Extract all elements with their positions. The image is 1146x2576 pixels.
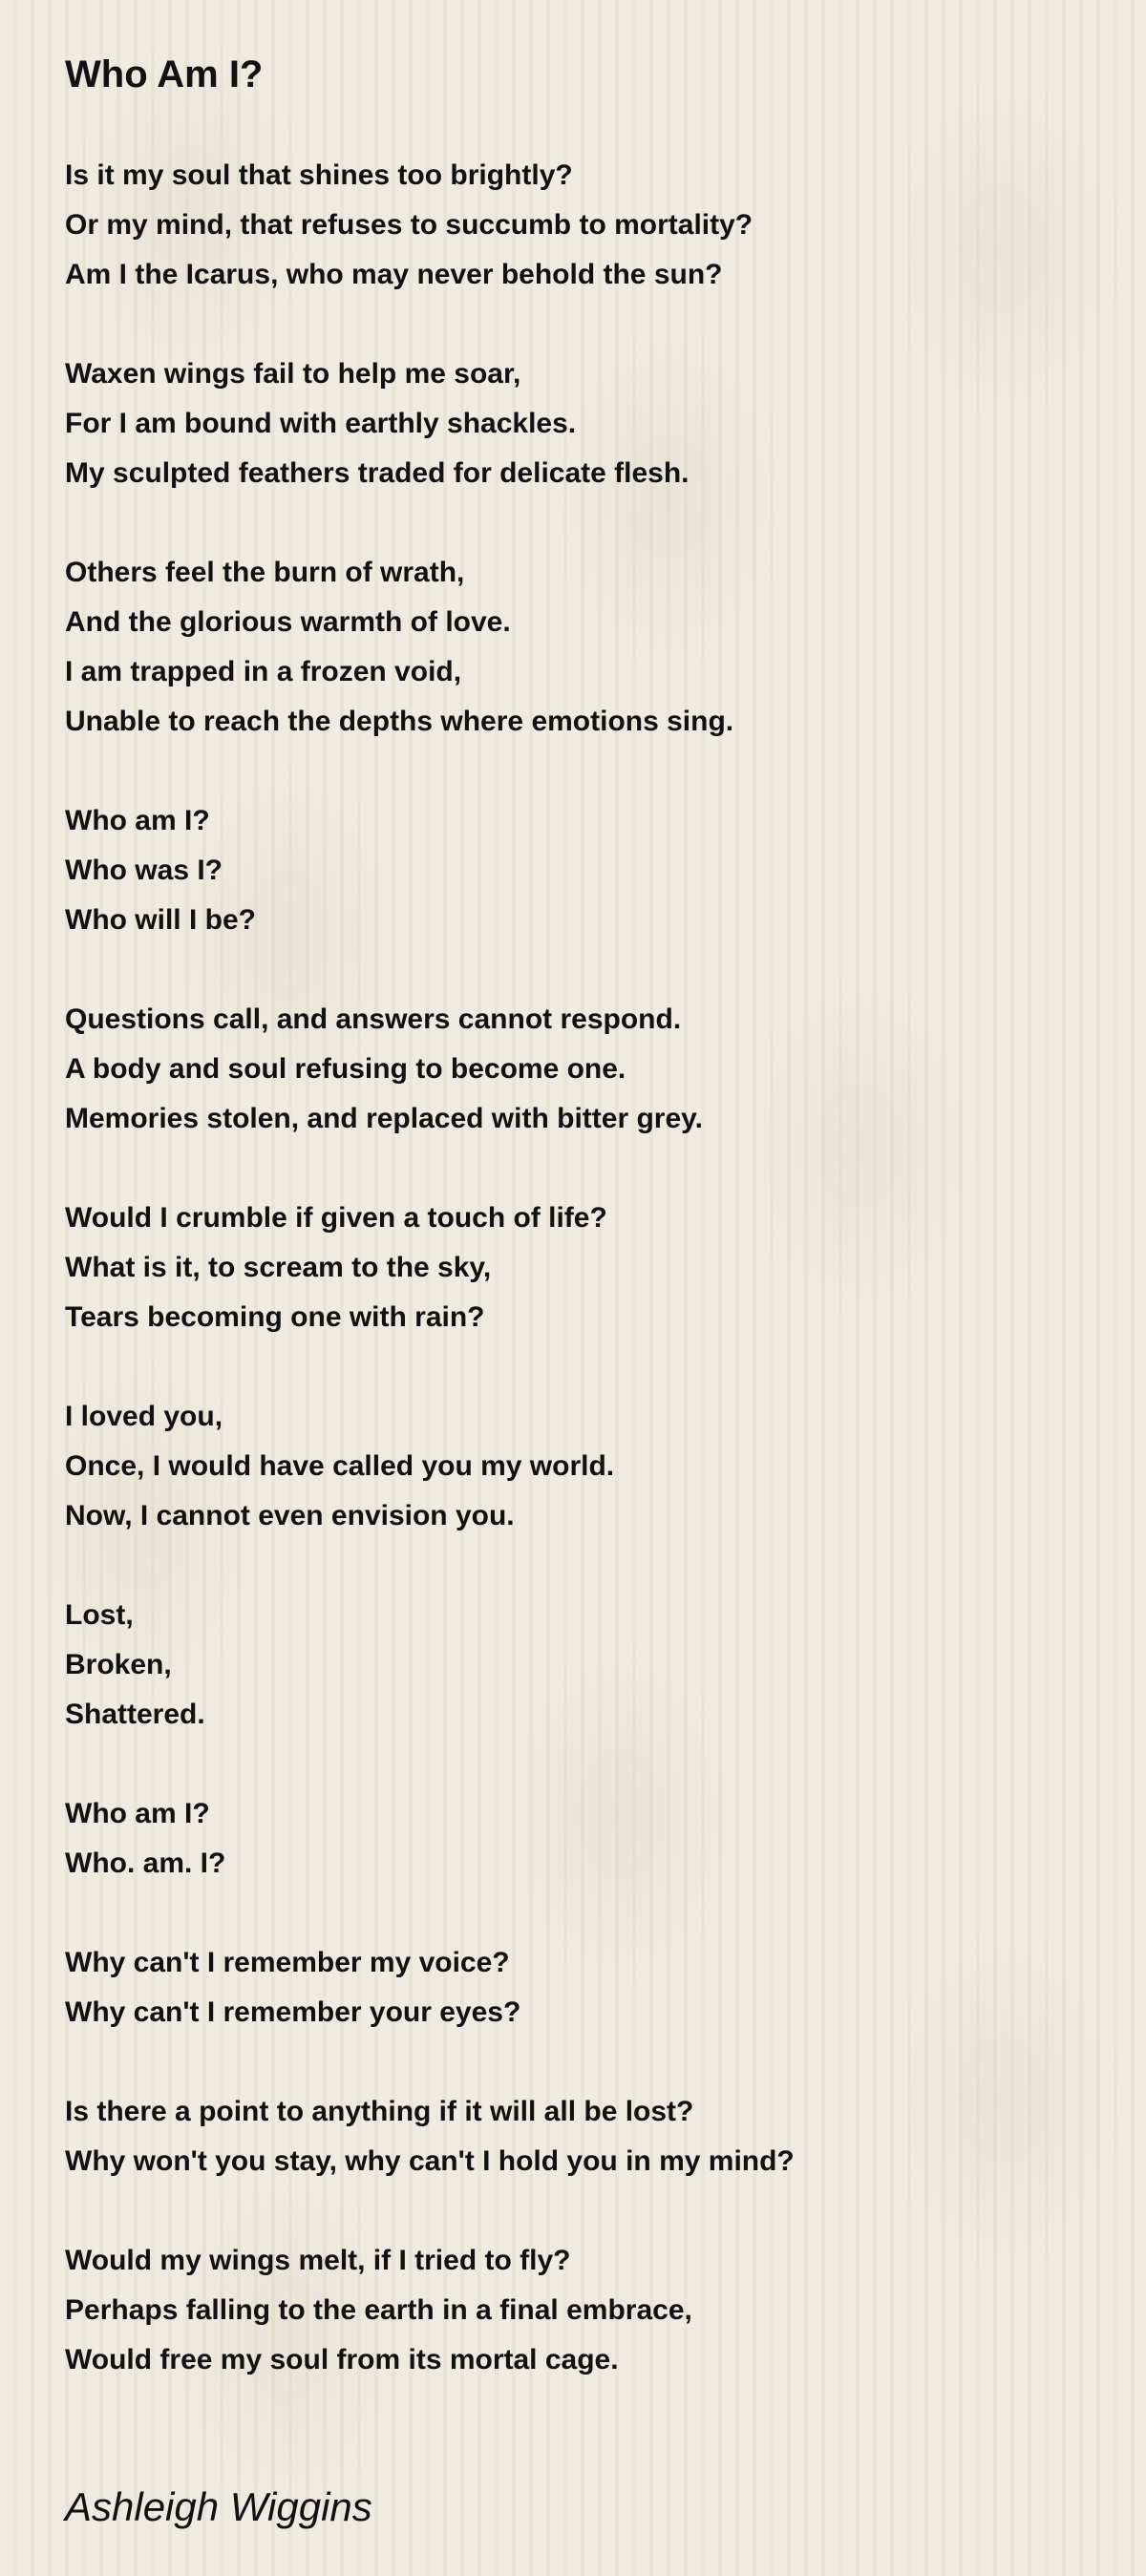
poem-line: Or my mind, that refuses to succumb to mortality? bbox=[65, 209, 753, 241]
poem-line: Lost, bbox=[65, 1599, 134, 1631]
poem-line: My sculpted feathers traded for delicate flesh. bbox=[65, 457, 690, 489]
stanza-10 bbox=[65, 1938, 1096, 2038]
poem-line: Would my wings melt, if I tried to fly? bbox=[65, 2245, 571, 2276]
poem-line: Why can't I remember your eyes? bbox=[65, 1996, 521, 2028]
poem-line: A body and soul refusing to become one. bbox=[65, 1053, 626, 1085]
poem-line: Who will I be? bbox=[65, 904, 256, 936]
stanza-11 bbox=[65, 2087, 1096, 2186]
poem-line: Perhaps falling to the earth in a final embrace, bbox=[65, 2294, 692, 2326]
poem-line: Is there a point to anything if it will all be lost? bbox=[65, 2096, 694, 2127]
poem-line: Memories stolen, and replaced with bitter grey. bbox=[65, 1103, 703, 1134]
poem-title: Who Am I? bbox=[65, 53, 264, 95]
stanza-9 bbox=[65, 1789, 1096, 1889]
poem-line: Would I crumble if given a touch of life? bbox=[65, 1202, 607, 1234]
poem-line: Would free my soul from its mortal cage. bbox=[65, 2344, 619, 2375]
poem-line: Who. am. I? bbox=[65, 1848, 226, 1879]
stanza-1 bbox=[65, 151, 1096, 300]
poem-line: What is it, to scream to the sky, bbox=[65, 1252, 492, 1283]
poem-line: For I am bound with earthly shackles. bbox=[65, 408, 577, 439]
poem-line: Who am I? bbox=[65, 805, 210, 836]
stanza-12 bbox=[65, 2236, 1096, 2385]
poem-author: Ashleigh Wiggins bbox=[65, 2484, 372, 2529]
poem-line: Tears becoming one with rain? bbox=[65, 1301, 485, 1333]
stanza-4 bbox=[65, 796, 1096, 945]
poem-line: Now, I cannot even envision you. bbox=[65, 1500, 515, 1531]
poem-line: Questions call, and answers cannot respond. bbox=[65, 1003, 682, 1035]
stanza-6 bbox=[65, 1193, 1096, 1342]
poem-line: Waxen wings fail to help me soar, bbox=[65, 358, 521, 390]
poem-line: Shattered. bbox=[65, 1699, 205, 1730]
poem-line: Unable to reach the depths where emotions sing. bbox=[65, 706, 734, 737]
stanza-2 bbox=[65, 349, 1096, 498]
poem-line: I loved you, bbox=[65, 1401, 223, 1432]
stanza-8 bbox=[65, 1591, 1096, 1740]
stanza-7 bbox=[65, 1392, 1096, 1541]
stanza-3 bbox=[65, 548, 1096, 747]
poem-line: I am trapped in a frozen void, bbox=[65, 656, 462, 687]
poem-line: Once, I would have called you my world. bbox=[65, 1450, 615, 1482]
poem-body bbox=[65, 151, 1096, 2385]
poem-line: Am I the Icarus, who may never behold the sun? bbox=[65, 259, 723, 290]
stanza-5 bbox=[65, 995, 1096, 1144]
poem-line: Who was I? bbox=[65, 855, 223, 886]
poem-line: And the glorious warmth of love. bbox=[65, 606, 511, 638]
poem-line: Who am I? bbox=[65, 1798, 210, 1829]
poem-line: Is it my soul that shines too brightly? bbox=[65, 159, 573, 191]
poem-line: Broken, bbox=[65, 1649, 172, 1680]
poem-line: Others feel the burn of wrath, bbox=[65, 557, 465, 588]
poem-line: Why won't you stay, why can't I hold you in my mind? bbox=[65, 2145, 795, 2177]
poem-line: Why can't I remember my voice? bbox=[65, 1947, 510, 1978]
poem-page bbox=[65, 48, 1096, 2435]
